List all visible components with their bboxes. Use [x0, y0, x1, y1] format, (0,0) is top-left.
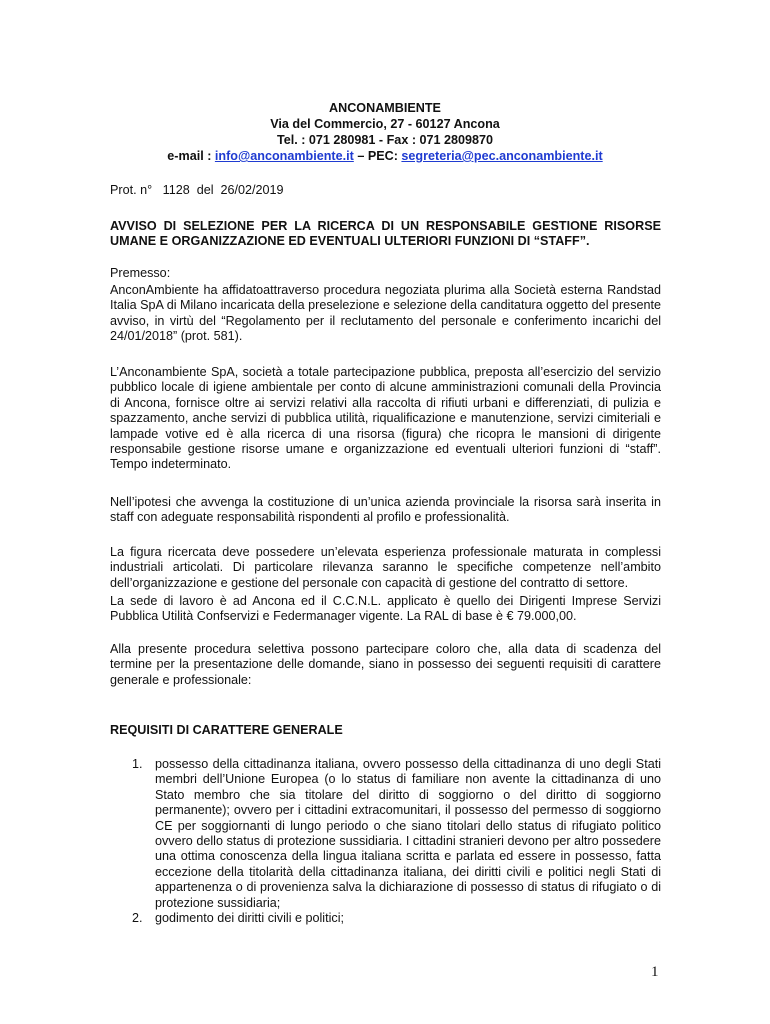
- notice-title: AVVISO DI SELEZIONE PER LA RICERCA DI UN RESPONSABILE GESTIONE RISORSE UMANE E ORGANIZZAZIONE ED EVENTUALI ULTERIORI FUNZIONI DI “STAFF”.: [110, 219, 661, 249]
- org-contacts: [0, 149, 770, 165]
- paragraph-workplace: La sede di lavoro è ad Ancona ed il C.C.N.L. applicato è quello dei Dirigenti Imprese Servizi Pubblica Utilità Confservizi e Federmanager vigente. La RAL di base è € 79.000,00.: [110, 594, 661, 624]
- section-heading: REQUISITI DI CARATTERE GENERALE: [110, 723, 343, 737]
- email-link[interactable]: info@anconambiente.it: [214, 149, 354, 163]
- list-item-number: 2.: [132, 911, 143, 926]
- protocol-line: Prot. n° 1128 del 26/02/2019: [110, 183, 284, 197]
- paragraph-profile: La figura ricercata deve possedere un’elevata esperienza professionale maturata in complessi industriali articolati. Di particolare rilevanza saranno le specifiche competenze nell’ambito dell’organizzazione e gestione del personale con capacità di gestione del contratto di settore.: [110, 545, 661, 590]
- pec-label: – PEC:: [353, 149, 402, 163]
- paragraph-provincial: Nell’ipotesi che avvenga la costituzione di un’unica azienda provinciale la risorsa sarà inserita in staff con adeguate responsabilità rispondenti al profilo e professionalità.: [110, 495, 661, 525]
- paragraph-randstad: AnconAmbiente ha affidatoattraverso procedura negoziata plurima alla Società esterna Randstad Italia SpA di Milano incaricata della preselezione e selezione della canditatura oggetto del presente avviso, in virtù del “Regolamento per il reclutamento del personale e conferimento incarichi del 24/01/2018” (prot. 581).: [110, 283, 661, 344]
- list-item: [110, 757, 661, 911]
- pec-link[interactable]: segreteria@pec.anconambiente.it: [401, 149, 603, 163]
- paragraph-company: L’Anconambiente SpA, società a totale partecipazione pubblica, preposta all’esercizio del servizio pubblico locale di igiene ambientale per conto di alcune amministrazioni comunali della Provincia di Ancona, fornisce oltre ai servizi relativi alla raccolta di rifiuti urbani e differenziati, di pulizia e spazzamento, anche servizi di pubblica utilità, riqualificazione e manutenzione, servizi cimiteriali e lampade votive ed è alla ricerca di una risorsa (figura) che ricopra le mansioni di dirigente responsabile gestione risorse umane e organizzazione ed eventuali ulteriori funzioni di “staff”. Tempo indeterminato.: [110, 365, 661, 472]
- list-item: [110, 911, 661, 926]
- org-address: Via del Commercio, 27 - 60127 Ancona: [270, 117, 500, 131]
- list-item-text: godimento dei diritti civili e politici;: [155, 911, 344, 926]
- list-item-text: possesso della cittadinanza italiana, ovvero possesso della cittadinanza di uno degli Stati membri dell’Unione Europea (o lo status di familiare non avente la cittadinanza di uno Stato membro che sia titolare del diritto di soggiorno o del diritto di soggiorno permanente); ovvero per i cittadini extracomunitari, il possesso del permesso di soggiorno CE per soggiornanti di lungo periodo o che siano titolari dello status di rifugiato politico ovvero dello status di protezione sussidiaria. I cittadini stranieri devono per altro possedere una ottima conoscenza della lingua italiana scritta e parlata ed essere in possesso, fatta eccezione della titolarità della cittadinanza italiana, dei diritti civili e politici negli Stati di appartenenza o di provenienza salva la dichiarazione di possesso di status di rifugiato o di protezione sussidiaria;: [155, 757, 661, 910]
- org-name: ANCONAMBIENTE: [329, 101, 441, 115]
- list-item-number: 1.: [132, 757, 143, 771]
- page-number: 1: [651, 964, 659, 980]
- requirements-list: [110, 757, 661, 926]
- premesso-label: Premesso:: [110, 266, 171, 280]
- letterhead: [0, 101, 770, 165]
- paragraph-requirements-intro: Alla presente procedura selettiva possono partecipare coloro che, alla data di scadenza del termine per la presentazione delle domande, siano in possesso dei seguenti requisiti di carattere generale e professionale:: [110, 642, 661, 687]
- email-label: e-mail :: [167, 149, 215, 163]
- org-phones: Tel. : 071 280981 - Fax : 071 2809870: [276, 133, 494, 147]
